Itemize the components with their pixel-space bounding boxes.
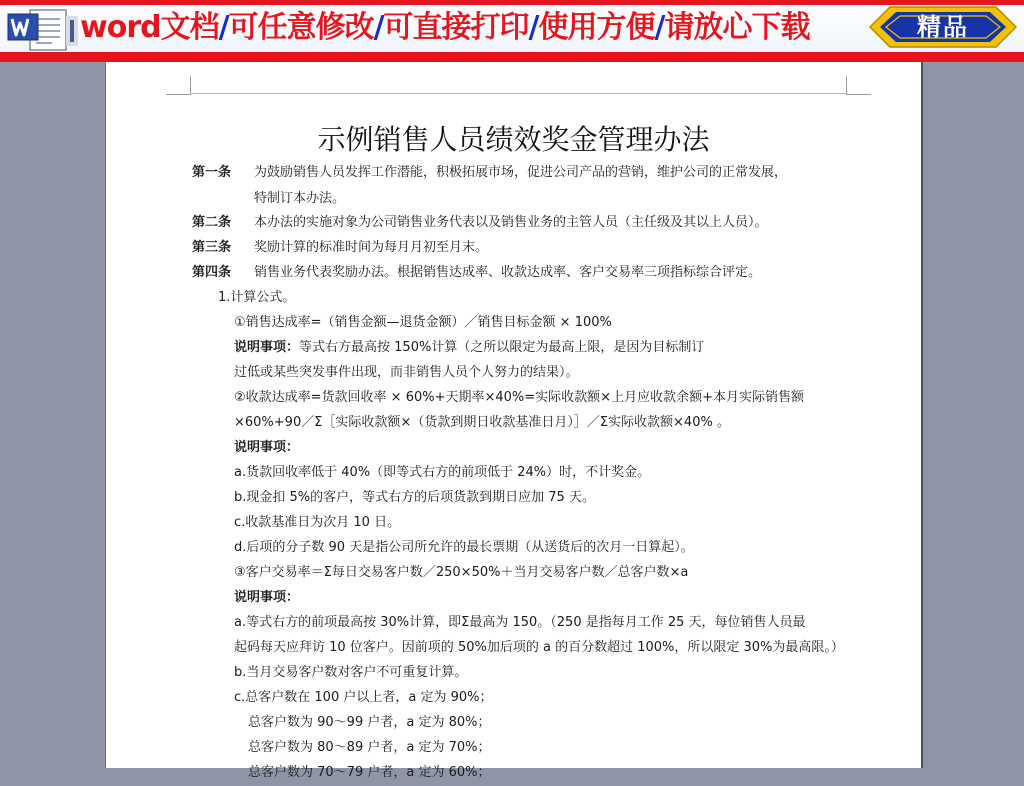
formula-line: ×60%+90／Σ［实际收款额×（货款到期日收款基准日月）］／Σ实际收款额×40% 。 bbox=[234, 415, 730, 430]
list-item: b.当月交易客户数对客户不可重复计算。 bbox=[234, 665, 468, 680]
banner-segment: 可任意修改 bbox=[228, 10, 374, 45]
banner-segment: 请放心下载 bbox=[664, 10, 810, 45]
margin-guide-line bbox=[190, 93, 846, 94]
note-label: 说明事项： bbox=[234, 340, 300, 355]
banner-slogan bbox=[80, 6, 809, 50]
article-label: 第四条 bbox=[192, 265, 232, 280]
document-title: 示例销售人员绩效奖金管理办法 bbox=[317, 123, 710, 156]
banner-separator: / bbox=[654, 10, 665, 45]
article-text-continued: 特制订本办法。 bbox=[254, 191, 346, 206]
article-label: 第二条 bbox=[192, 215, 232, 230]
formula-line: ②收款达成率=货款回收率 × 60%+天期率×40%=实际收款额×上月应收款余额+本月实际销售额 bbox=[234, 390, 804, 405]
list-item: b.现金扣 5%的客户，等式右方的后项货款到期日应加 75 天。 bbox=[234, 490, 595, 505]
promo-banner bbox=[0, 0, 1024, 52]
section-heading: 1.计算公式。 bbox=[218, 290, 296, 305]
margin-corner-mark-left bbox=[166, 76, 191, 95]
formula-line: ①销售达成率=（销售金额—退货金额）／销售目标金额 × 100% bbox=[234, 315, 612, 330]
article-2 bbox=[192, 210, 872, 236]
list-item: d.后项的分子数 90 天是指公司所允许的最长票期（从送货后的次月一日算起）。 bbox=[234, 540, 694, 555]
list-item: c.总客户数在 100 户以上者，a 定为 90%； bbox=[234, 690, 493, 705]
formula-line: ③客户交易率＝Σ每日交易客户数／250×50%＋当月交易客户数／总客户数×a bbox=[234, 565, 689, 580]
list-item: a.等式右方的前项最高按 30%计算，即Σ最高为 150。（250 是指每月工作 25 天，每位销售人员最 bbox=[234, 615, 806, 630]
list-item: 起码每天应拜访 10 位客户。因前项的 50%加后项的 a 的百分数超过 100%，所以限定 30%为最高限。） bbox=[234, 640, 844, 655]
margin-corner-mark-right bbox=[846, 76, 871, 95]
article-1 bbox=[192, 160, 872, 212]
article-text: 为鼓励销售人员发挥工作潜能，积极拓展市场，促进公司产品的营销，维护公司的正常发展， bbox=[254, 165, 788, 180]
banner-separator: / bbox=[373, 10, 384, 45]
banner-bottom-stripe bbox=[0, 52, 1024, 62]
list-item: 总客户数为 80～89 户者，a 定为 70%； bbox=[248, 740, 491, 755]
article-text: 销售业务代表奖励办法。根据销售达成率、收款达成率、客户交易率三项指标综合评定。 bbox=[254, 265, 762, 280]
note-label: 说明事项： bbox=[234, 440, 300, 455]
list-item: a.货款回收率低于 40%（即等式右方的前项低于 24%）时，不计奖金。 bbox=[234, 465, 651, 480]
note-line bbox=[234, 335, 704, 361]
banner-segment: 使用方便 bbox=[538, 10, 655, 45]
note-label: 说明事项： bbox=[234, 590, 300, 605]
banner-segment: 可直接打印 bbox=[383, 10, 529, 45]
note-text: 等式右方最高按 150%计算（之所以限定为最高上限，是因为目标制订 bbox=[299, 340, 705, 355]
banner-separator: / bbox=[218, 10, 229, 45]
list-item: c.收款基准日为次月 10 日。 bbox=[234, 515, 401, 530]
word-document-icon bbox=[4, 6, 80, 52]
banner-separator: / bbox=[528, 10, 539, 45]
document-page bbox=[105, 62, 923, 780]
list-item: 总客户数为 70～79 户者，a 定为 60%； bbox=[248, 765, 491, 780]
article-label: 第一条 bbox=[192, 165, 232, 180]
article-text: 奖励计算的标准时间为每月月初至月末。 bbox=[254, 240, 489, 255]
premium-badge-label: 精品 bbox=[917, 13, 969, 41]
note-line: 过低或某些突发事件出现，而非销售人员个人努力的结果）。 bbox=[234, 365, 579, 380]
article-text: 本办法的实施对象为公司销售业务代表以及销售业务的主管人员（主任级及其以上人员）。 bbox=[254, 215, 768, 230]
article-3 bbox=[192, 235, 872, 261]
banner-segment: word文档 bbox=[80, 10, 219, 45]
article-label: 第三条 bbox=[192, 240, 232, 255]
article-4 bbox=[192, 260, 872, 286]
list-item: 总客户数为 90～99 户者，a 定为 80%； bbox=[248, 715, 491, 730]
